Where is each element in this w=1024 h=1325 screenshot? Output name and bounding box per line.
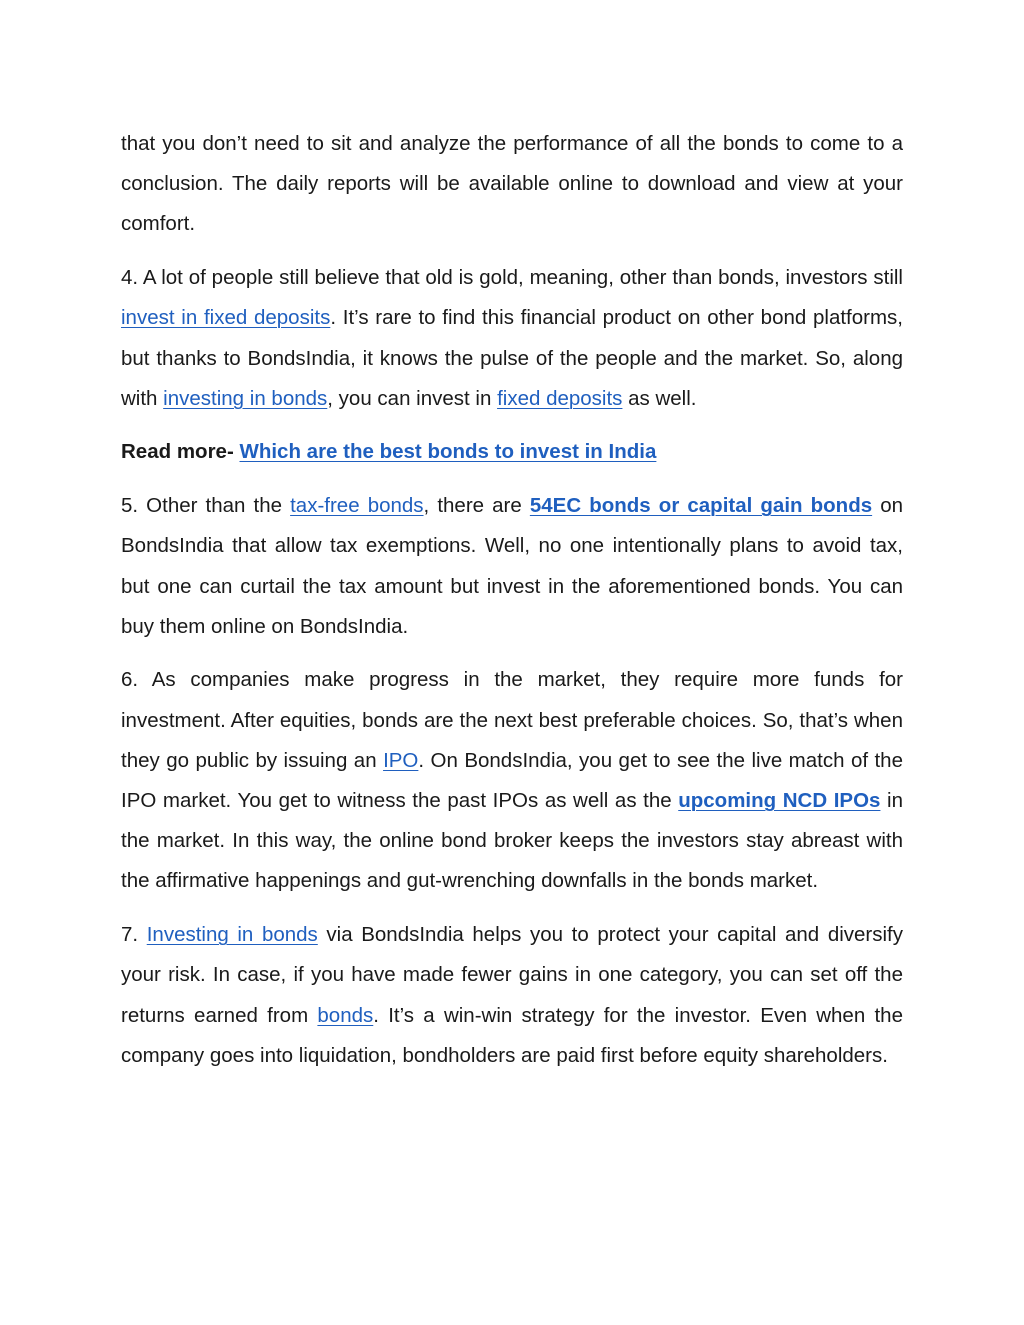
bonds-link[interactable]: bonds bbox=[317, 1003, 374, 1027]
paragraph-4-text-4: as well. bbox=[622, 386, 697, 410]
paragraph-6 bbox=[121, 660, 903, 901]
paragraph-7-text-1: 7. bbox=[121, 923, 147, 947]
paragraph-7-text-3: . It’s a win-win strategy for the investor. Even when the company goes into liquidation, bondholders are paid first before equity shareholders. bbox=[121, 1003, 903, 1067]
capital-gain-bonds-link[interactable]: 54EC bonds or capital gain bonds bbox=[529, 494, 873, 518]
paragraph-4-text-3: , you can invest in bbox=[327, 386, 498, 410]
read-more-label: Read more- bbox=[121, 440, 240, 464]
paragraph-5-text-2: , there are bbox=[423, 494, 530, 518]
read-more-line bbox=[121, 432, 903, 472]
best-bonds-article-link[interactable]: Which are the best bonds to invest in India bbox=[239, 440, 657, 464]
paragraph-intro bbox=[121, 124, 903, 245]
paragraph-6-text-2: . On BondsIndia, you get to see the live match of the IPO market. You get to witness the past IPOs as well as the bbox=[121, 748, 903, 813]
paragraph-5-text-3: on BondsIndia that allow tax exemptions. Well, no one intentionally plans to avoid tax, but one can curtail the tax amount but invest in the aforementioned bonds. You can buy them online on BondsIndia. bbox=[121, 494, 904, 638]
paragraph-4-text-2: . It’s rare to find this financial product on other bond platforms, but thanks to BondsIndia, it knows the pulse of the people and the market. So, along with bbox=[121, 306, 903, 410]
invest-in-fixed-deposits-link[interactable]: invest in fixed deposits bbox=[121, 306, 331, 330]
paragraph-7 bbox=[121, 915, 903, 1076]
paragraph-7-text-2: via BondsIndia helps you to protect your capital and diversify your risk. In case, if you have made fewer gains in one category, you can set off the returns earned from bbox=[121, 923, 903, 1027]
paragraph-5 bbox=[121, 486, 903, 647]
tax-free-bonds-link[interactable]: tax-free bonds bbox=[290, 494, 424, 518]
paragraph-4-text-1: 4. A lot of people still believe that old is gold, meaning, other than bonds, investors still bbox=[121, 266, 903, 290]
investing-in-bonds-link-2[interactable]: Investing in bonds bbox=[146, 923, 318, 947]
paragraph-6-text-1: 6. As companies make progress in the market, they require more funds for investment. After equities, bonds are the next best preferable choices. So, that’s when they go public by issuing an bbox=[121, 668, 903, 772]
investing-in-bonds-link[interactable]: investing in bonds bbox=[163, 386, 328, 410]
upcoming-ncd-ipos-link[interactable]: upcoming NCD IPOs bbox=[678, 789, 881, 813]
fixed-deposits-link[interactable]: fixed deposits bbox=[497, 386, 623, 410]
document-body bbox=[121, 124, 903, 1089]
ipo-link[interactable]: IPO bbox=[383, 748, 419, 772]
paragraph-6-text-3: in the market. In this way, the online bond broker keeps the investors stay abreast with the affirmative happenings and gut-wrenching downfalls in the bonds market. bbox=[121, 789, 903, 893]
paragraph-intro-text: that you don’t need to sit and analyze the performance of all the bonds to come to a conclusion. The daily reports will be available online to download and view at your comfort. bbox=[121, 132, 903, 236]
paragraph-5-text-1: 5. Other than the bbox=[121, 494, 291, 518]
paragraph-4 bbox=[121, 258, 903, 419]
